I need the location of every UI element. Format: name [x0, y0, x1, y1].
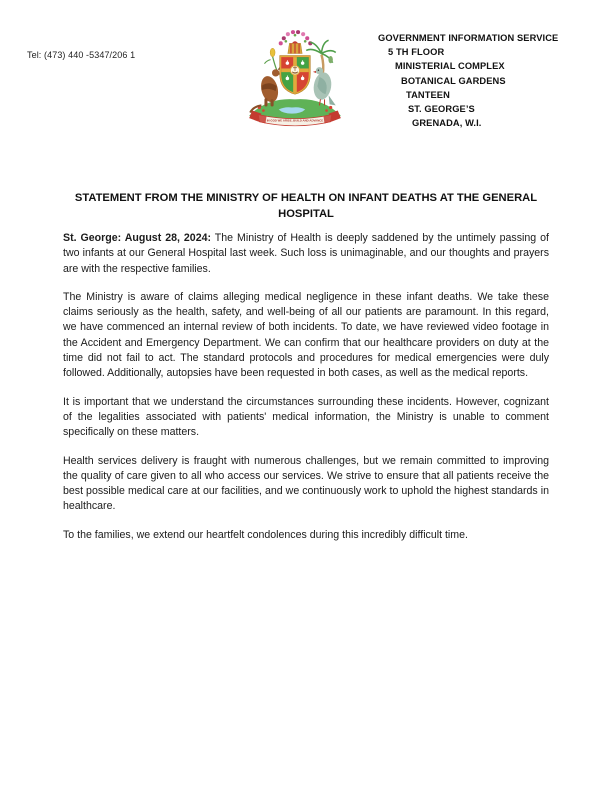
paragraph: The Ministry is aware of claims alleging medical negligence in these infant deaths. We take these claims seriously as the health, safety, and well-being of all our patients are paramount. In this regard, we have commenced an internal review of both incidents. To date, we have reviewed video footage in the Accident and Emergency Department. We can confirm that our healthcare providers on duty at the time did not fail to act. The standard protocols and procedures for medical emergencies were duly followed. Additionally, autopsies have been requested in both cases, as well as the medical reports.: [63, 290, 549, 380]
contact-phone: Tel: (473) 440 -5347/206 1: [27, 50, 136, 60]
address-line: MINISTERIAL COMPLEX: [395, 61, 505, 72]
shield: [280, 56, 311, 95]
grenada-dove: [312, 67, 336, 105]
document-body: [63, 231, 549, 556]
address-line: ST. GEORGE’S: [408, 104, 475, 115]
corn-stalk: [264, 48, 276, 70]
address-line: GRENADA, W.I.: [412, 118, 482, 129]
motto-text: IN GOD WE ARISE, BUILD AND ADVANCE: [266, 118, 324, 123]
dateline: St. George: August 28, 2024:: [63, 232, 212, 244]
document-title: STATEMENT FROM THE MINISTRY OF HEALTH ON INFANT DEATHS AT THE GENERAL HOSPITAL: [74, 192, 538, 220]
address-line: GOVERNMENT INFORMATION SERVICE: [378, 33, 559, 43]
paragraph: It is important that we understand the circumstances surrounding these incidents. However, cognizant of the legalities associated with patients' medical information, the Ministry is unable to comment specifically on these matters.: [63, 395, 549, 439]
address-line: BOTANICAL GARDENS: [401, 75, 506, 86]
address-line: TANTEEN: [406, 89, 450, 100]
paragraph-dateline: [63, 231, 549, 277]
grenada-coat-of-arms-icon: [239, 26, 351, 136]
agency-address-block: [378, 31, 558, 130]
paragraph-text: The Ministry of Health is deeply saddened by the untimely passing of two infants at our General Hospital last week. Such loss is unimaginable, and our thoughts and prayers are with the respective families.: [63, 232, 549, 275]
paragraph: To the families, we extend our heartfelt condolences during this incredibly difficult time.: [63, 528, 468, 541]
address-line: 5 TH FLOOR: [388, 47, 445, 58]
crest-helm: [288, 41, 302, 53]
paragraph: Health services delivery is fraught with numerous challenges, but we remain committed to improving the quality of care given to all who access our services. We strive to ensure that all patients receive the best possible medical care at our facilities, and we continuously work to uphold the highest standards in healthcare.: [63, 454, 549, 513]
